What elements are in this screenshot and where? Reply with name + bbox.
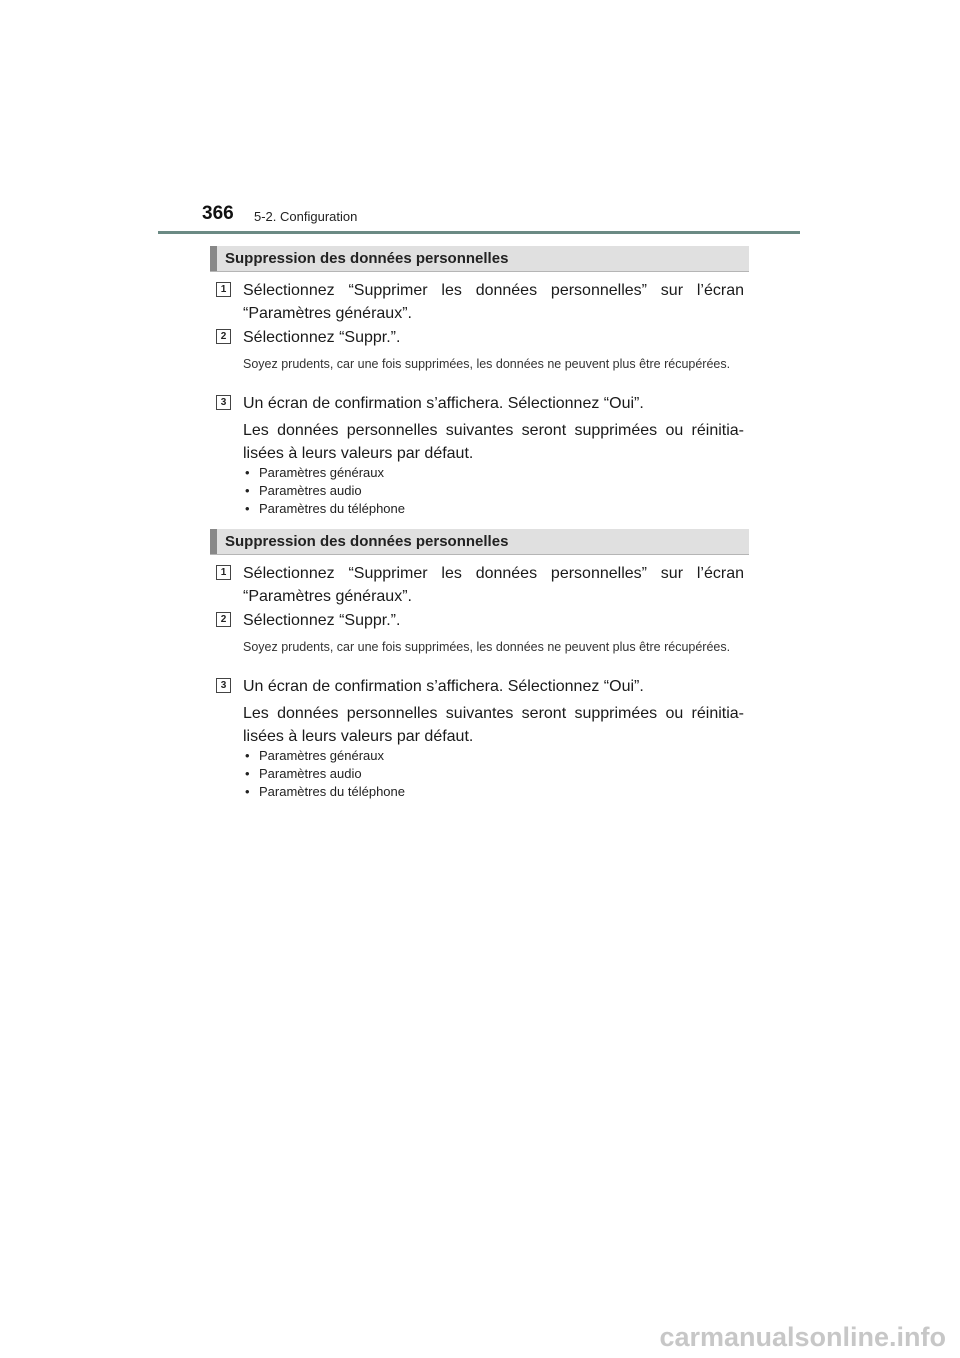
header-rule: [158, 231, 800, 234]
step-text: Un écran de confirmation s’affichera. Sélectionnez “Oui”.: [243, 395, 644, 412]
section-title: Suppression des données personnelles: [225, 533, 509, 550]
step-number-2: 2: [216, 612, 231, 627]
list-item: • Paramètres du téléphone: [245, 500, 405, 518]
list-item: • Paramètres audio: [245, 482, 405, 500]
section-title: Suppression des données personnelles: [225, 250, 509, 267]
step-note: Soyez prudents, car une fois supprimées, les données ne peuvent plus être récupérées.: [243, 357, 731, 371]
step-number-1: 1: [216, 565, 231, 580]
bullet-list: [245, 464, 405, 518]
step-number-1: 1: [216, 282, 231, 297]
step-text: Sélectionnez “Supprimer les données personnelles” sur l’écran “Paramètres généraux”.: [243, 282, 744, 322]
step-text: Un écran de confirmation s’affichera. Sélectionnez “Oui”.: [243, 678, 644, 695]
step-text: Sélectionnez “Suppr.”.: [243, 329, 401, 346]
list-item: • Paramètres généraux: [245, 747, 405, 765]
list-item: • Paramètres généraux: [245, 464, 405, 482]
watermark: carmanualsonline.info: [659, 1322, 946, 1352]
step-number-3: 3: [216, 678, 231, 693]
section-heading: [210, 529, 749, 554]
step-text: Sélectionnez “Suppr.”.: [243, 612, 401, 629]
list-item: • Paramètres du téléphone: [245, 783, 405, 801]
page-number: 366: [202, 203, 234, 224]
section-heading: [210, 246, 749, 271]
step-detail: Les données personnelles suivantes seront supprimées ou réinitia-lisées à leurs valeurs par défaut.: [243, 422, 744, 462]
step-number-3: 3: [216, 395, 231, 410]
chapter-title: 5-2. Configuration: [254, 209, 358, 224]
step-text: Sélectionnez “Supprimer les données personnelles” sur l’écran “Paramètres généraux”.: [243, 565, 744, 605]
bullet-list: [245, 747, 405, 801]
list-item: • Paramètres audio: [245, 765, 405, 783]
step-note: Soyez prudents, car une fois supprimées, les données ne peuvent plus être récupérées.: [243, 640, 731, 654]
step-detail: Les données personnelles suivantes seront supprimées ou réinitia-lisées à leurs valeurs par défaut.: [243, 705, 744, 745]
step-number-2: 2: [216, 329, 231, 344]
